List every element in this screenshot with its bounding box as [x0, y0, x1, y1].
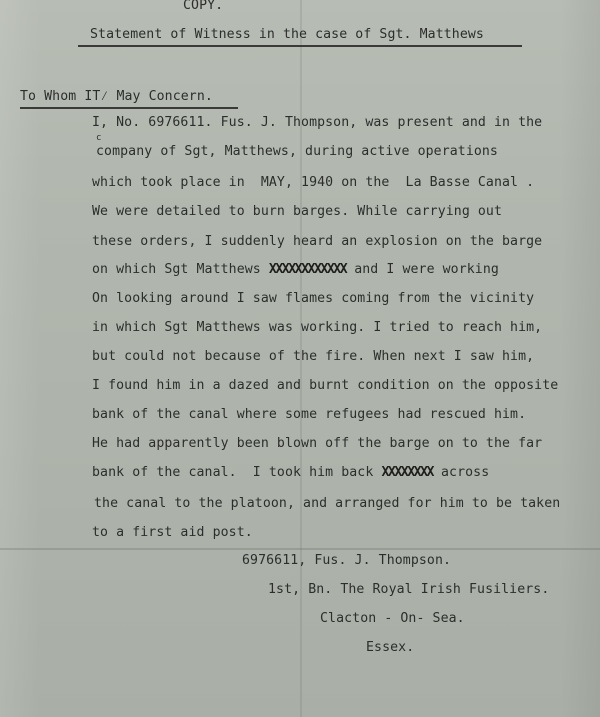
- body-line-6: [92, 262, 499, 277]
- signature-town: Clacton - On- Sea.: [320, 611, 465, 626]
- body-line-10: I found him in a dazed and burnt condition on the opposite: [92, 378, 559, 393]
- signature-name: 6976611, Fus. J. Thompson.: [242, 553, 452, 568]
- salutation: To Whom IT⁄ May Concern.: [20, 89, 213, 104]
- struck-text-2: XXXXXXXX: [381, 465, 433, 480]
- signature-unit: 1st, Bn. The Royal Irish Fusiliers.: [268, 582, 550, 597]
- body-line-12: He had apparently been blown off the barge on to the far: [92, 436, 543, 451]
- heading-underline: [78, 45, 522, 47]
- body-line-3: which took place in MAY, 1940 on the La Basse Canal .: [92, 175, 535, 190]
- body-line-13: [92, 465, 489, 480]
- body-line-14: the canal to the platoon, and arranged for him to be taken: [94, 496, 561, 511]
- copy-label: COPY.: [183, 0, 224, 13]
- body-line-4: We were detailed to burn barges. While carrying out: [92, 204, 503, 219]
- body-line-13-start: bank of the canal. I took him back: [92, 465, 374, 480]
- signature-county: Essex.: [366, 640, 415, 655]
- struck-text-1: XXXXXXXXXXXX: [268, 262, 347, 277]
- statement-heading: Statement of Witness in the case of Sgt. Matthews: [90, 27, 484, 42]
- correction-mark: c: [96, 133, 102, 143]
- body-line-7: On looking around I saw flames coming from the vicinity: [92, 291, 535, 306]
- body-line-9: but could not because of the fire. When next I saw him,: [92, 349, 535, 364]
- body-line-13-end: across: [432, 465, 490, 480]
- salutation-underline: [20, 107, 238, 109]
- body-line-5: these orders, I suddenly heard an explosion on the barge: [92, 234, 543, 249]
- body-line-6-start: on which Sgt Matthews: [92, 262, 261, 277]
- body-line-15: to a first aid post.: [92, 525, 253, 540]
- body-line-2: company of Sgt, Matthews, during active operations: [96, 144, 498, 159]
- body-line-11: bank of the canal where some refugees had rescued him.: [92, 407, 527, 422]
- paper-fold-horizontal: [0, 548, 600, 550]
- body-line-8: in which Sgt Matthews was working. I tried to reach him,: [92, 320, 543, 335]
- body-line-6-end: and I were working: [346, 262, 499, 277]
- body-line-1: I, No. 6976611. Fus. J. Thompson, was present and in the: [92, 115, 543, 130]
